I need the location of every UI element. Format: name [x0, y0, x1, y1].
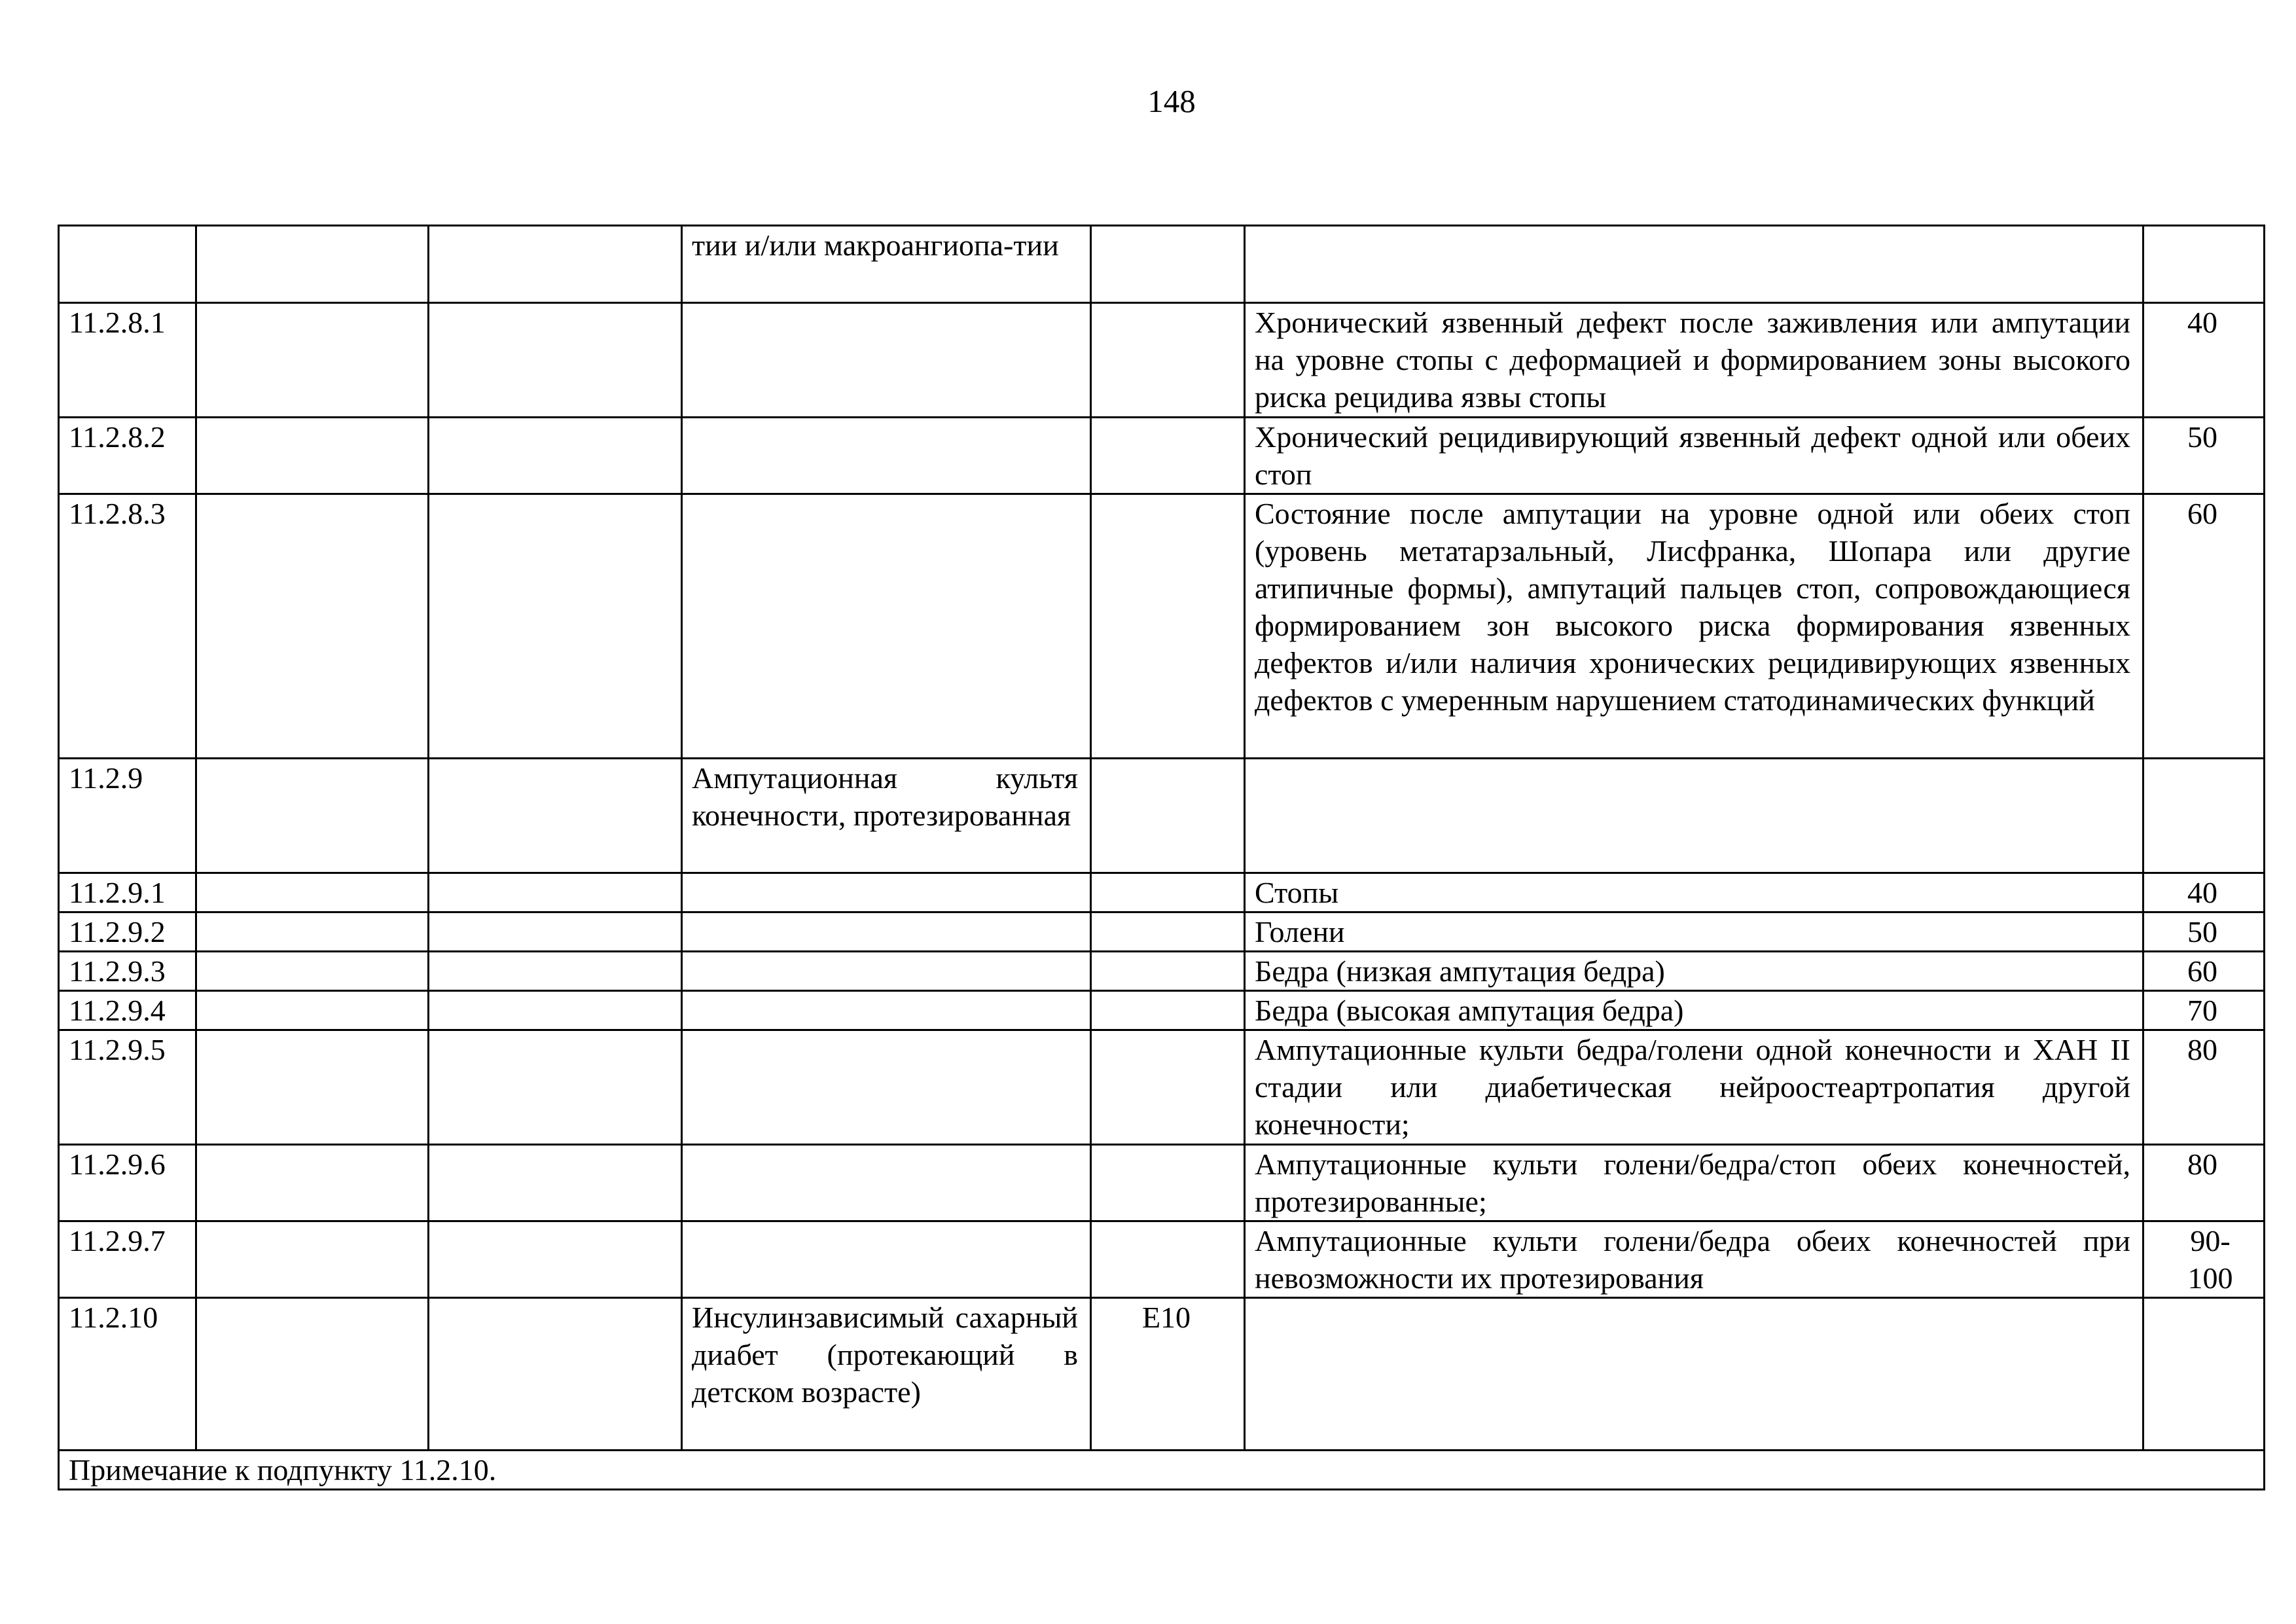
description-cell: [1245, 759, 2144, 873]
condition-name-cell: [682, 1145, 1091, 1221]
row-id-cell: 11.2.10: [59, 1298, 196, 1451]
empty-cell: [429, 912, 682, 952]
table-row: [59, 494, 2265, 759]
condition-name-cell: [682, 1030, 1091, 1145]
empty-cell: [196, 303, 429, 418]
table-note-row: [59, 1451, 2265, 1490]
empty-cell: [429, 952, 682, 991]
empty-cell: [196, 912, 429, 952]
icd-code-cell: [1091, 303, 1245, 418]
icd-code-cell: [1091, 1221, 1245, 1298]
percent-cell: 80: [2144, 1030, 2265, 1145]
description-cell: Хронический рецидивирующий язвенный дефект одной или обеих стоп: [1245, 418, 2144, 494]
table-row: [59, 226, 2265, 303]
row-id-cell: 11.2.9.4: [59, 991, 196, 1030]
empty-cell: [196, 418, 429, 494]
condition-name-cell: [682, 494, 1091, 759]
icd-code-cell: [1091, 873, 1245, 912]
table-row: [59, 1298, 2265, 1451]
icd-code-cell: [1091, 494, 1245, 759]
empty-cell: [196, 991, 429, 1030]
description-cell: Ампутационные культи бедра/голени одной конечности и ХАН II стадии или диабетическая нейроостеартропатия другой конечности;: [1245, 1030, 2144, 1145]
description-cell: [1245, 226, 2144, 303]
percent-cell: 80: [2144, 1145, 2265, 1221]
empty-cell: [429, 494, 682, 759]
description-cell: Ампутационные культи голени/бедра/стоп обеих конечностей, протезированные;: [1245, 1145, 2144, 1221]
condition-name-cell: [682, 418, 1091, 494]
percent-cell: [2144, 1298, 2265, 1451]
percent-cell: 90-100: [2144, 1221, 2265, 1298]
empty-cell: [429, 1030, 682, 1145]
percent-cell: 70: [2144, 991, 2265, 1030]
percent-cell: 60: [2144, 952, 2265, 991]
empty-cell: [429, 1221, 682, 1298]
description-cell: [1245, 1298, 2144, 1451]
empty-cell: [429, 759, 682, 873]
condition-name-cell: [682, 991, 1091, 1030]
icd-code-cell: [1091, 1030, 1245, 1145]
row-id-cell: 11.2.9.2: [59, 912, 196, 952]
percent-cell: 50: [2144, 418, 2265, 494]
description-cell: Стопы: [1245, 873, 2144, 912]
table-row: [59, 303, 2265, 418]
icd-code-cell: [1091, 952, 1245, 991]
empty-cell: [196, 226, 429, 303]
description-cell: Бедра (высокая ампутация бедра): [1245, 991, 2144, 1030]
table-row: [59, 952, 2265, 991]
percent-cell: [2144, 226, 2265, 303]
row-id-cell: 11.2.8.1: [59, 303, 196, 418]
row-id-cell: 11.2.9.6: [59, 1145, 196, 1221]
condition-name-cell: [682, 873, 1091, 912]
empty-cell: [196, 1298, 429, 1451]
empty-cell: [196, 1221, 429, 1298]
percent-cell: [2144, 759, 2265, 873]
condition-name-cell: [682, 912, 1091, 952]
icd-code-cell: [1091, 226, 1245, 303]
icd-code-cell: [1091, 418, 1245, 494]
condition-name-cell: [682, 1221, 1091, 1298]
condition-name-cell: тии и/или макроангиопа-тии: [682, 226, 1091, 303]
empty-cell: [429, 991, 682, 1030]
description-cell: Хронический язвенный дефект после заживления или ампутации на уровне стопы с деформацией и формированием зоны высокого риска рецидива язвы стопы: [1245, 303, 2144, 418]
description-cell: Состояние после ампутации на уровне одной или обеих стоп (уровень метатарзальный, Лисфранка, Шопара или другие атипичные формы), ампутаций пальцев стоп, сопровождающиеся формированием зон высокого риска формирования язвенных дефектов и/или наличия хронических рецидивирующих язвенных дефектов с умеренным нарушением статодинамических функций: [1245, 494, 2144, 759]
description-cell: Ампутационные культи голени/бедра обеих конечностей при невозможности их протезирования: [1245, 1221, 2144, 1298]
disability-criteria-table: [58, 225, 2265, 1490]
row-id-cell: 11.2.8.2: [59, 418, 196, 494]
row-id-cell: [59, 226, 196, 303]
empty-cell: [196, 952, 429, 991]
empty-cell: [196, 1030, 429, 1145]
table-row: [59, 873, 2265, 912]
empty-cell: [429, 1145, 682, 1221]
empty-cell: [429, 1298, 682, 1451]
description-cell: Голени: [1245, 912, 2144, 952]
percent-cell: 60: [2144, 494, 2265, 759]
empty-cell: [429, 226, 682, 303]
table-note: Примечание к подпункту 11.2.10.: [59, 1451, 2265, 1490]
row-id-cell: 11.2.8.3: [59, 494, 196, 759]
table-row: [59, 1145, 2265, 1221]
page-number: 148: [1147, 83, 1196, 119]
percent-cell: 40: [2144, 873, 2265, 912]
table-row: [59, 418, 2265, 494]
empty-cell: [429, 303, 682, 418]
condition-name-cell: Инсулинзависимый сахарный диабет (протекающий в детском возрасте): [682, 1298, 1091, 1451]
icd-code-cell: [1091, 759, 1245, 873]
row-id-cell: 11.2.9.7: [59, 1221, 196, 1298]
table-row: [59, 912, 2265, 952]
icd-code-cell: E10: [1091, 1298, 1245, 1451]
table-row: [59, 759, 2265, 873]
percent-cell: 50: [2144, 912, 2265, 952]
row-id-cell: 11.2.9: [59, 759, 196, 873]
empty-cell: [429, 418, 682, 494]
condition-name-cell: Ампутационная культя конечности, протезированная: [682, 759, 1091, 873]
empty-cell: [196, 873, 429, 912]
empty-cell: [196, 759, 429, 873]
table-row: [59, 1221, 2265, 1298]
table-row: [59, 991, 2265, 1030]
description-cell: Бедра (низкая ампутация бедра): [1245, 952, 2144, 991]
icd-code-cell: [1091, 1145, 1245, 1221]
empty-cell: [429, 873, 682, 912]
condition-name-cell: [682, 303, 1091, 418]
icd-code-cell: [1091, 991, 1245, 1030]
percent-cell: 40: [2144, 303, 2265, 418]
empty-cell: [196, 494, 429, 759]
table-row: [59, 1030, 2265, 1145]
row-id-cell: 11.2.9.1: [59, 873, 196, 912]
icd-code-cell: [1091, 912, 1245, 952]
empty-cell: [196, 1145, 429, 1221]
row-id-cell: 11.2.9.3: [59, 952, 196, 991]
row-id-cell: 11.2.9.5: [59, 1030, 196, 1145]
condition-name-cell: [682, 952, 1091, 991]
